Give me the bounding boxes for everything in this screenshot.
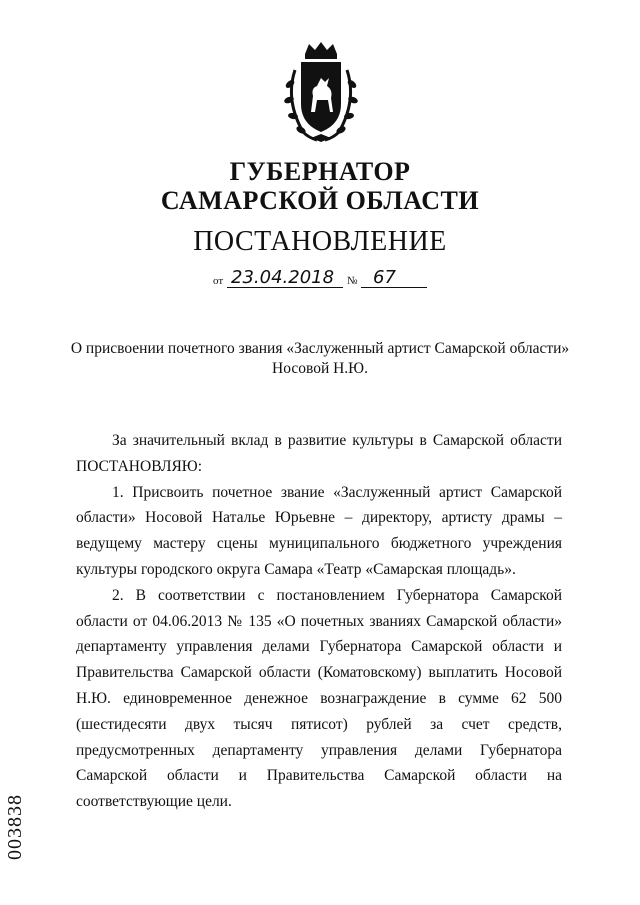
document-type: ПОСТАНОВЛЕНИЕ [193,226,447,257]
side-serial-number: 003838 [4,794,26,860]
paragraph-2: 2. В соответствии с постановлением Губернатора Самарской области от 04.06.2013 № 135 «О почетных званиях Самарской области» департаменту управления делами Губернатора Самарской области и Правительства Самарской области (Коматовскому) выплатить Носовой Н.Ю. единовременное денежное вознаграждение в сумме 62 500 (шестидесяти двух тысяч пятисот) рублей за счет средств, предусмотренных департаменту управления делами Губернатора Самарской области и Правительства Самарской области на соответствующие цели. [76,586,562,811]
preamble-paragraph: За значительный вклад в развитие культуры в Самарской области ПОСТАНОВЛЯЮ: [76,432,562,475]
paragraph-1: 1. Присвоить почетное звание «Заслуженный артист Самарской области» Носовой Наталье Юрьевне – директору, артисту драмы – ведущему мастеру сцены муниципального бюджетного учреждения культуры городского округа Самара «Театр «Самарская площадь». [76,483,562,578]
number-label: № [347,275,358,287]
document-subject [40,339,600,379]
issuer-title-line2: САМАРСКОЙ ОБЛАСТИ [160,186,480,215]
coat-of-arms-icon [281,40,361,145]
document-date: 23.04.2018 [231,267,335,288]
subject-line2: Носовой Н.Ю. [272,360,368,377]
issuer-title-line1: ГУБЕРНАТОР [229,157,411,186]
document-number: 67 [373,267,396,288]
date-number-line [213,269,433,289]
subject-line1: О присвоении почетного звания «Заслуженный артист Самарской области» [70,340,570,357]
document-body [76,428,562,815]
date-label: от [213,275,224,287]
